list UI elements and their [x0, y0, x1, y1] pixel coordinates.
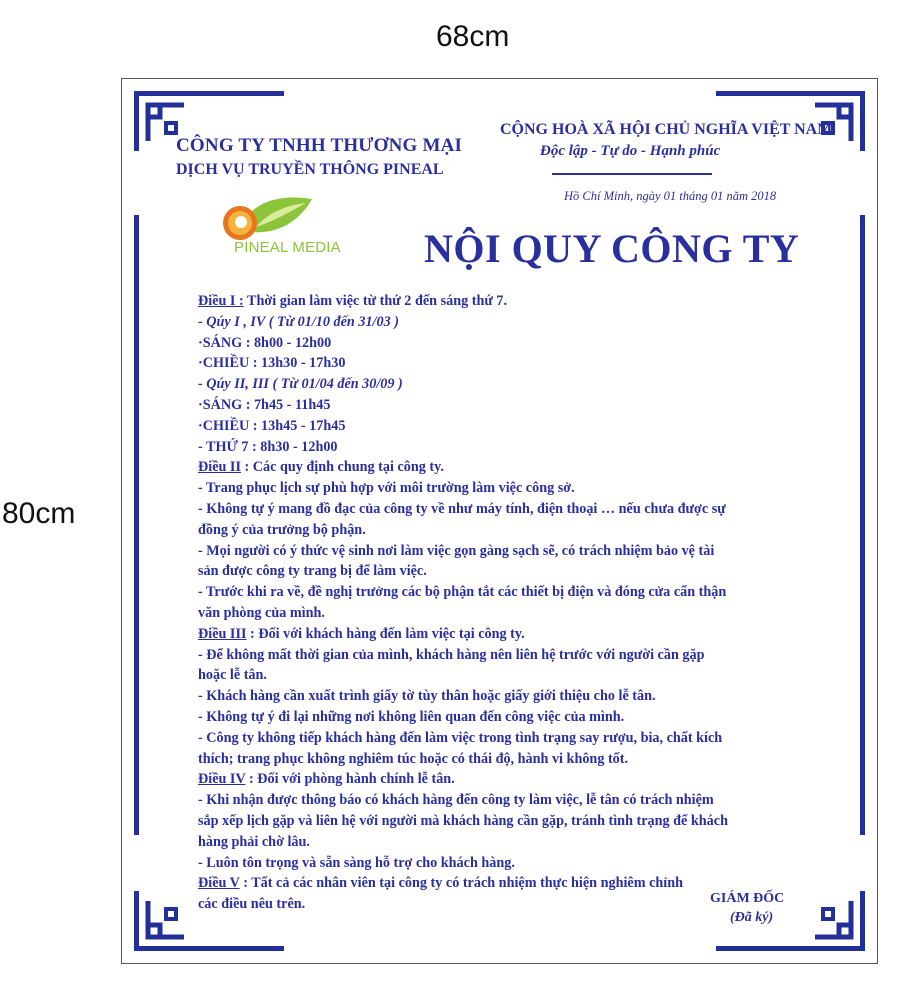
- article-2-line: - Trang phục lịch sự phù hợp với môi trường làm việc công sở.: [198, 480, 575, 497]
- rules-content: [198, 291, 798, 915]
- left-border: [134, 215, 139, 835]
- signature-role: GIÁM ĐỐC: [710, 891, 785, 906]
- rules-board: [121, 78, 878, 964]
- article-2-line: sản được công ty trang bị để làm việc.: [198, 563, 427, 580]
- company-name-line2: DỊCH VỤ TRUYỀN THÔNG PINEAL: [176, 161, 444, 178]
- company-name-line1: CÔNG TY TNHH THƯƠNG MẠI: [176, 135, 463, 156]
- article-5-label: Điều V: [198, 875, 240, 892]
- signature-note: (Đã ký): [730, 910, 774, 925]
- article-3-heading: [198, 624, 798, 645]
- article-1-line: ·SÁNG : 7h45 - 11h45: [198, 396, 331, 413]
- article-1-label: Điều I :: [198, 293, 244, 309]
- article-1-line: ·CHIỀU : 13h30 - 17h30: [198, 355, 346, 372]
- article-4-heading: [198, 769, 798, 790]
- article-3-label: Điều III: [198, 625, 247, 642]
- article-4-label: Điều IV: [198, 771, 246, 788]
- article-3-title: : Đối với khách hàng đến làm việc tại công ty.: [246, 625, 525, 642]
- top-border-left: [184, 91, 284, 96]
- corner-ornament-bottom-right: [803, 889, 865, 951]
- article-2-line: văn phòng của mình.: [198, 604, 325, 621]
- page-title: NỘI QUY CÔNG TY: [424, 226, 800, 271]
- article-2-label: Điều II: [198, 459, 241, 476]
- article-4-line: - Khi nhận được thông báo có khách hàng đến công ty làm việc, lễ tân có trách nhiệm: [198, 792, 714, 809]
- article-2-line: - Mọi người có ý thức vệ sinh nơi làm việc gọn gàng sạch sẽ, có trách nhiệm bảo vệ tài: [198, 542, 715, 559]
- corner-ornament-bottom-left: [134, 889, 196, 951]
- article-1-line: ·SÁNG : 8h00 - 12h00: [198, 334, 332, 351]
- national-title: CỘNG HOÀ XÃ HỘI CHỦ NGHĨA VIỆT NAM: [500, 121, 833, 138]
- height-dimension-label: 80cm: [2, 497, 76, 530]
- article-2-line: đồng ý của trưởng bộ phận.: [198, 521, 366, 538]
- article-1-line: - THỨ 7 : 8h30 - 12h00: [198, 438, 338, 455]
- article-3-line: thích; trang phục không nghiêm túc hoặc có thái độ, hành vi không tốt.: [198, 750, 629, 767]
- article-2-title: : Các quy định chung tại công ty.: [240, 459, 444, 476]
- article-3-line: - Khách hàng cần xuất trình giấy tờ tùy thân hoặc giấy giới thiệu cho lễ tân.: [198, 688, 656, 705]
- motto-underline: [552, 173, 712, 175]
- issue-date: Hồ Chí Minh, ngày 01 tháng 01 năm 2018: [564, 189, 777, 203]
- top-border-right: [716, 91, 816, 96]
- article-1-title: Thời gian làm việc từ thứ 2 đến sáng thứ 7.: [243, 293, 508, 309]
- article-1-heading: [198, 291, 798, 312]
- logo-text: PINEAL MEDIA: [234, 239, 341, 256]
- article-5-text: : Tất cả các nhân viên tại công ty có trách nhiệm thực hiện nghiêm chỉnh: [239, 875, 683, 892]
- article-4-line: hàng phải chờ lâu.: [198, 833, 310, 850]
- article-4-line: sắp xếp lịch gặp và liên hệ với người mà khách hàng cần gặp, tránh tình trạng để khách: [198, 812, 728, 829]
- article-4-line: - Luôn tôn trọng và sẵn sàng hỗ trợ cho khách hàng.: [198, 854, 515, 871]
- article-2-line: - Trước khi ra về, đề nghị trưởng các bộ phận tắt các thiết bị điện và đóng cửa cẩn thận: [198, 584, 727, 601]
- article-2-heading: [198, 457, 798, 478]
- article-5-line: các điều nêu trên.: [198, 896, 306, 913]
- article-2-line: - Không tự ý mang đồ đạc của công ty về như máy tính, điện thoại … nếu chưa được sự: [198, 500, 726, 517]
- article-4-title: : Đối với phòng hành chính lễ tân.: [245, 771, 455, 788]
- width-dimension-label: 68cm: [436, 20, 510, 53]
- bottom-border-left: [184, 946, 284, 951]
- article-3-line: - Công ty không tiếp khách hàng đến làm việc trong tình trạng say rượu, bia, chất kích: [198, 729, 723, 746]
- national-motto: Độc lập - Tự do - Hạnh phúc: [540, 143, 721, 159]
- article-3-line: - Để không mất thời gian của mình, khách hàng nên liên hệ trước với người cần gặp: [198, 646, 705, 663]
- article-1-line: - Qúy II, III ( Từ 01/04 đến 30/09 ): [198, 376, 403, 393]
- article-1-line: - Qúy I , IV ( Từ 01/10 đến 31/03 ): [198, 313, 399, 330]
- article-3-line: hoặc lễ tân.: [198, 667, 267, 684]
- right-border: [860, 215, 865, 835]
- article-3-line: - Không tự ý đi lại những nơi không liên quan đến công việc của mình.: [198, 708, 625, 725]
- article-5-heading: [198, 873, 798, 894]
- article-1-line: ·CHIỀU : 13h45 - 17h45: [198, 417, 346, 434]
- bottom-border-right: [716, 946, 816, 951]
